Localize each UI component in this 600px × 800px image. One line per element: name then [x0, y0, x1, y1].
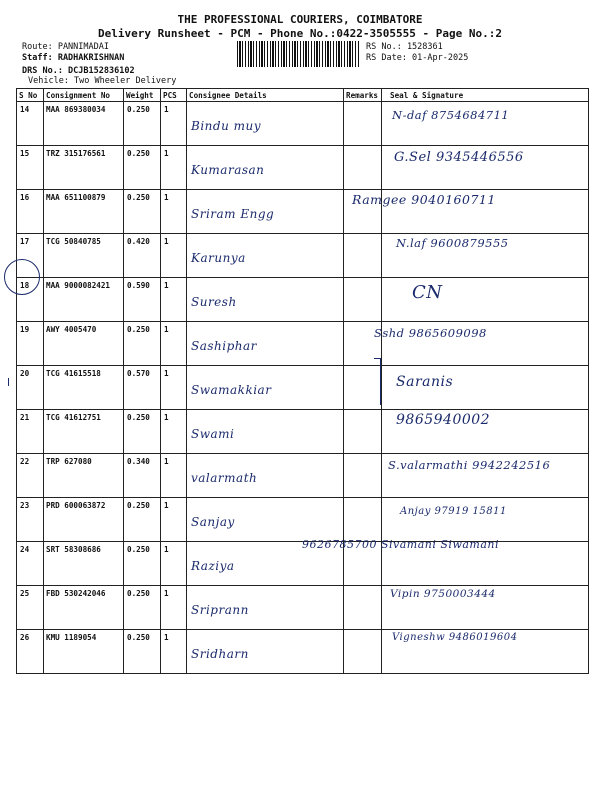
row-sno: 25: [17, 586, 44, 630]
row-weight: 0.250: [124, 586, 161, 630]
row-consignment-no: KMU 1189054: [44, 630, 124, 674]
row-pcs: 1: [161, 454, 187, 498]
row-pcs: 1: [161, 322, 187, 366]
row-consignee-name: Sanjay: [191, 515, 235, 529]
row-consignee-name: Bindu muy: [191, 119, 261, 133]
row-consignee-cell: [187, 146, 344, 190]
row-consignee-name: Sridharn: [191, 647, 249, 661]
row-signature-cell: [382, 102, 589, 146]
row-signature: 9626785700 Sivamani Siwamani: [302, 538, 500, 551]
row-signature: 9865940002: [396, 412, 491, 428]
row-pcs: 1: [161, 586, 187, 630]
row-signature-cell: [382, 586, 589, 630]
row-remarks: [344, 410, 382, 454]
row-weight: 0.250: [124, 190, 161, 234]
table-row: [17, 410, 589, 454]
row-pcs: 1: [161, 630, 187, 674]
table-row: [17, 366, 589, 410]
row-signature-cell: [382, 234, 589, 278]
row-consignee-cell: [187, 454, 344, 498]
row-sno: 21: [17, 410, 44, 454]
staff-label: Staff: RADHAKRISHNAN: [22, 53, 125, 63]
row-signature: N.laf 9600879555: [396, 236, 509, 250]
row-consignment-no: TCG 41612751: [44, 410, 124, 454]
row-signature: Ramgee 9040160711: [352, 192, 496, 207]
col-weight: Weight: [124, 89, 161, 102]
rs-number: RS No.: 1528361: [366, 42, 443, 52]
row-pcs: 1: [161, 190, 187, 234]
row-consignee-name: Kumarasan: [191, 163, 265, 177]
row-signature: G.Sel 9345446556: [394, 150, 524, 165]
row-consignee-cell: [187, 322, 344, 366]
rs-date: RS Date: 01-Apr-2025: [366, 53, 469, 63]
row-signature: Saranis: [396, 374, 454, 390]
row-sno: 23: [17, 498, 44, 542]
row-remarks: [344, 102, 382, 146]
row-sno: 26: [17, 630, 44, 674]
row-consignment-no: MAA 651100879: [44, 190, 124, 234]
row-signature-cell: [382, 146, 589, 190]
row-remarks: [344, 454, 382, 498]
col-pcs: PCS: [161, 89, 187, 102]
row-weight: 0.250: [124, 630, 161, 674]
col-consignee: Consignee Details: [187, 89, 344, 102]
row-pcs: 1: [161, 410, 187, 454]
row-consignment-no: MAA 9000082421: [44, 278, 124, 322]
runsheet-table: [16, 88, 589, 674]
row-weight: 0.250: [124, 146, 161, 190]
row-consignee-name: Karunya: [191, 251, 246, 265]
row-consignee-cell: [187, 498, 344, 542]
row-sno: 15: [17, 146, 44, 190]
row-consignment-no: TRZ 315176561: [44, 146, 124, 190]
row-consignee-name: Swami: [191, 427, 235, 441]
row-remarks: [344, 278, 382, 322]
table-row: [17, 586, 589, 630]
row-signature-cell: [374, 322, 589, 366]
row-consignee-name: Sashiphar: [191, 339, 257, 353]
row-sno: 19: [17, 322, 44, 366]
row-consignee-name: Sriprann: [191, 603, 249, 617]
table-row: [17, 190, 589, 234]
row-signature-cell: [382, 498, 589, 542]
row-consignee-name: Raziya: [191, 559, 235, 573]
row-consignment-no: TCG 50840785: [44, 234, 124, 278]
row-signature: Sshd 9865609098: [374, 326, 487, 340]
table-row: [17, 630, 589, 674]
route-label: Route: PANNIMADAI: [22, 42, 109, 52]
row-signature: S.valarmathi 9942242516: [388, 458, 551, 472]
row-consignee-cell: [187, 410, 344, 454]
row-pcs: 1: [161, 146, 187, 190]
row-consignee-name: valarmath: [191, 471, 258, 485]
pen-bracket-mark: [374, 358, 381, 405]
table-row: [17, 146, 589, 190]
table-row: [17, 498, 589, 542]
row-signature: Vipin 9750003444: [390, 588, 496, 600]
row-remarks: [344, 630, 382, 674]
row-consignee-cell: [187, 234, 344, 278]
row-sno: 17: [17, 234, 44, 278]
col-consignment: Consignment No: [44, 89, 124, 102]
row-circle-mark: [4, 259, 40, 295]
row-pcs: 1: [161, 498, 187, 542]
row-pcs: 1: [161, 234, 187, 278]
row-consignee-cell: [187, 102, 344, 146]
row-signature: CN: [412, 282, 443, 303]
row-consignment-no: TCG 41615518: [44, 366, 124, 410]
row-consignment-no: FBD 530242046: [44, 586, 124, 630]
row-signature-cell: [382, 454, 589, 498]
row-signature: Anjay 97919 15811: [400, 506, 507, 517]
row-pcs: 1: [161, 542, 187, 586]
row-sno: 18: [17, 278, 44, 322]
col-sno: S No: [17, 89, 44, 102]
row-weight: 0.250: [124, 322, 161, 366]
row-weight: 0.250: [124, 410, 161, 454]
row-weight: 0.570: [124, 366, 161, 410]
row-consignee-name: Swamakkiar: [191, 383, 272, 397]
table-row: [17, 454, 589, 498]
row-weight: 0.420: [124, 234, 161, 278]
row-remarks: [344, 498, 382, 542]
row-consignee-cell: [187, 630, 344, 674]
row-remarks: [344, 586, 382, 630]
row-consignee-name: Suresh: [191, 295, 237, 309]
row-sno: 22: [17, 454, 44, 498]
row-weight: 0.250: [124, 102, 161, 146]
company-title: THE PROFESSIONAL COURIERS, COIMBATORE: [177, 13, 423, 26]
row-consignee-cell: [187, 190, 344, 234]
row-weight: 0.590: [124, 278, 161, 322]
row-signature-cell: [382, 410, 589, 454]
drs-number: DRS No.: DCJB152836102: [22, 66, 135, 76]
row-sno: 24: [17, 542, 44, 586]
row-consignment-no: TRP 627080: [44, 454, 124, 498]
table-header-row: [17, 89, 589, 102]
table-row: [17, 278, 589, 322]
row-consignee-cell: [187, 278, 344, 322]
row-pcs: 1: [161, 278, 187, 322]
row-signature-cell: [382, 366, 589, 410]
row-weight: 0.250: [124, 542, 161, 586]
row-pcs: 1: [161, 102, 187, 146]
row-consignment-no: PRD 600063872: [44, 498, 124, 542]
row-pcs: 1: [161, 366, 187, 410]
barcode-image: [237, 41, 359, 67]
row-sno: 14: [17, 102, 44, 146]
row-signature-cell: [352, 190, 589, 234]
row-consignee-cell: [187, 366, 344, 410]
row-signature-cell: [302, 538, 589, 586]
row-sno: 16: [17, 190, 44, 234]
row-signature-cell: [382, 278, 589, 322]
row-signature-cell: [382, 630, 589, 674]
row-consignment-no: SRT 58308686: [44, 542, 124, 586]
row-remarks: [344, 146, 382, 190]
row-weight: 0.250: [124, 498, 161, 542]
table-row: [17, 234, 589, 278]
row-signature: Vigneshw 9486019604: [392, 632, 518, 643]
row-consignee-cell: [187, 586, 344, 630]
row-consignee-name: Sriram Engg: [191, 207, 275, 221]
vehicle-label: Vehicle: Two Wheeler Delivery: [28, 76, 177, 86]
col-remarks: Remarks: [344, 89, 382, 102]
table-row: [17, 542, 589, 586]
col-signature: Seal & Signature: [382, 89, 589, 102]
runsheet-subtitle: Delivery Runsheet - PCM - Phone No.:0422-3505555 - Page No.:2: [98, 27, 502, 40]
table-row: [17, 322, 589, 366]
row-weight: 0.340: [124, 454, 161, 498]
pen-mark: [8, 378, 9, 386]
row-signature: N-daf 8754684711: [392, 108, 510, 122]
row-sno: 20: [17, 366, 44, 410]
row-remarks: [344, 234, 382, 278]
table-row: [17, 102, 589, 146]
row-consignment-no: MAA 869380034: [44, 102, 124, 146]
row-consignment-no: AWY 4005470: [44, 322, 124, 366]
